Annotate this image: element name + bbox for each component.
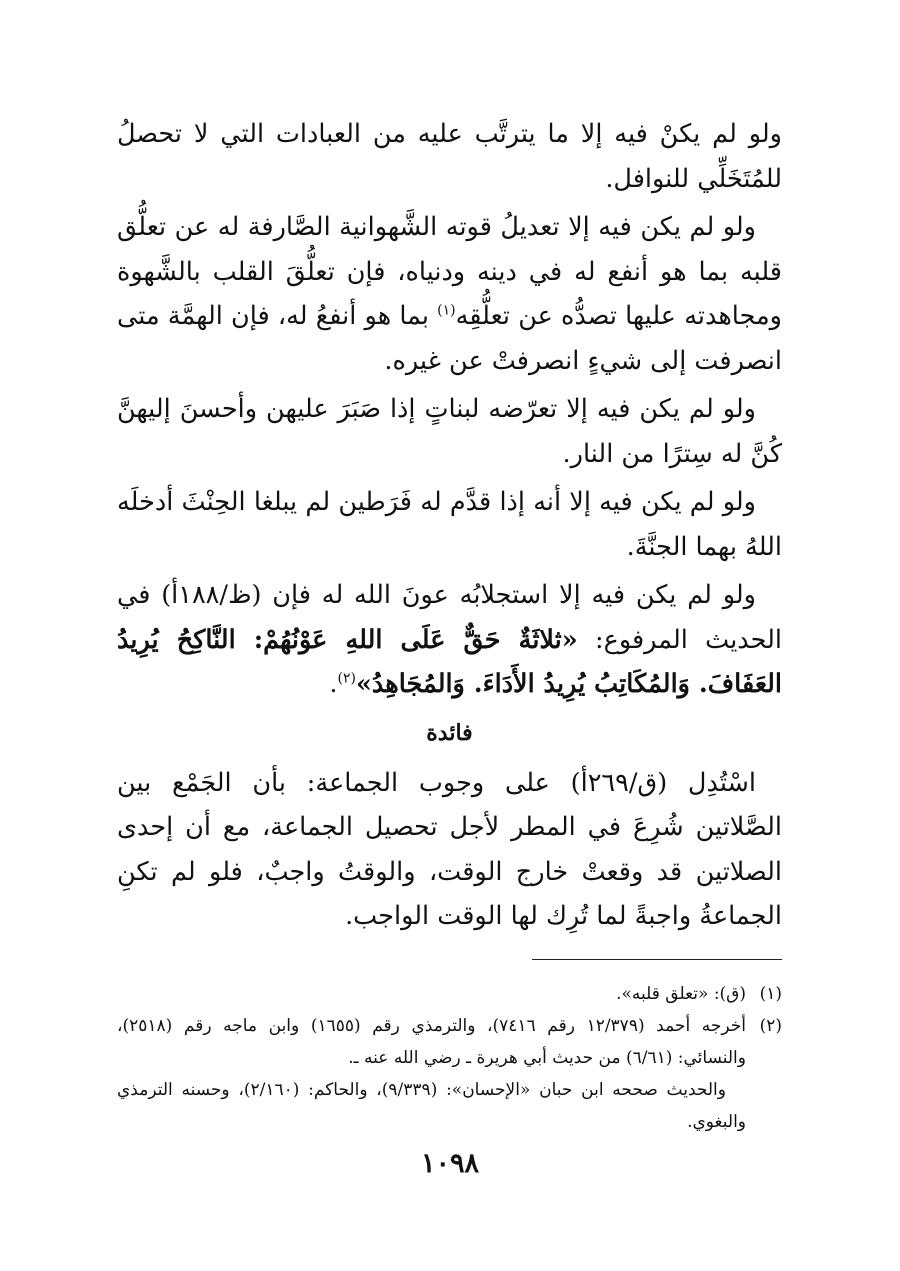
footnote-2-text: أخرجه أحمد (١٢/٣٧٩ رقم ٧٤١٦)، والترمذي رقم (١٦٥٥) وابن ماجه رقم (٢٥١٨)، والنسائي: (٦/٦١) من حديث أبي هريرة ـ رضي الله عنه ـ. — [117, 1015, 746, 1068]
paragraph-5-end: . — [329, 669, 338, 699]
paragraph-4-text: ولو لم يكن فيه إلا أنه إذا قدَّم له فَرَطين لم يبلغا الحِنْثَ أدخلَه اللهُ بهما الجنَّةَ. — [117, 487, 782, 562]
footnote-2-continuation: والحديث صححه ابن حبان «الإحسان»: (٩/٣٣٩)، والحاكم: (٢/١٦٠)، وحسنه الترمذي والبغوي. — [117, 1079, 746, 1132]
footnote-2-number: (٢) — [759, 1015, 782, 1036]
footnote-1-text: (ق): «تعلق قلبه». — [616, 983, 746, 1004]
paragraph-5-text: ولو لم يكن فيه إلا استجلابُه عونَ الله له فإن (ظ/١٨٨أ) في الحديث المرفوع: — [117, 580, 783, 655]
paragraph-1-text: ولو لم يكنْ فيه إلا ما يترتَّب عليه من العبادات التي لا تحصلُ للمُتَخَلِّي للنوافل. — [117, 119, 782, 194]
faida-text: اسْتُدِل (ق/٢٦٩أ) على وجوب الجماعة: بأن الجَمْع بين الصَّلاتين شُرِعَ في المطر لأجل تحصيل الجماعة، مع أن إحدى الصلاتين قد وقعتْ خارج الوقت، والوقتُ واجبٌ، فلو لم تكنِ الجماعةُ واجبةً لما تُرِك لها الوقت الواجب. — [117, 767, 782, 931]
footnote-1-number: (١) — [759, 983, 782, 1004]
paragraph-3-text: ولو لم يكن فيه إلا تعرّضه لبناتٍ إذا صَبَرَ عليهن وأحسنَ إليهنَّ كُنَّ له سِترًا من النار. — [117, 394, 782, 469]
footnote-divider — [532, 959, 782, 960]
footnote-ref-2: (٢) — [337, 670, 356, 687]
page-number: ١٠٩٨ — [420, 1148, 479, 1179]
paragraph-3 — [117, 387, 782, 476]
paragraph-4 — [117, 480, 782, 569]
paragraph-5 — [117, 573, 782, 707]
footnote-ref-1: (١) — [437, 302, 456, 319]
page-body — [117, 112, 782, 1138]
faida-paragraph — [117, 761, 782, 939]
paragraph-1 — [117, 112, 782, 201]
paragraph-2-text-a: ولو لم يكن فيه إلا تعديلُ قوته الشَّهوانية الصَّارفة له عن تعلُّق قلبه بما هو أنفع له في دينه ودنياه، فإن تعلُّقَ القلب بالشَّهوة ومجاهدته عليها تصدُّه عن تعلُّقِه — [117, 212, 783, 331]
footnote-1 — [117, 978, 782, 1010]
footnotes — [117, 978, 782, 1138]
footnote-2 — [117, 1010, 782, 1074]
paragraph-2 — [117, 205, 782, 383]
section-heading: فائدة — [426, 719, 473, 746]
paragraph-2-text-b: بما هو أنفعُ له، فإن الهمَّة متى انصرفت إلى شيءٍ انصرفتْ عن غيره. — [117, 301, 782, 376]
hadith-quote: «ثلاثَةٌ حَقٌّ عَلَى اللهِ عَوْنُهُمْ: النَّاكِحُ يُرِيدُ العَفَافَ. وَالمُكَاتِبُ يُرِيدُ الأَدَاءَ. وَالمُجَاهِدُ» — [117, 624, 782, 699]
